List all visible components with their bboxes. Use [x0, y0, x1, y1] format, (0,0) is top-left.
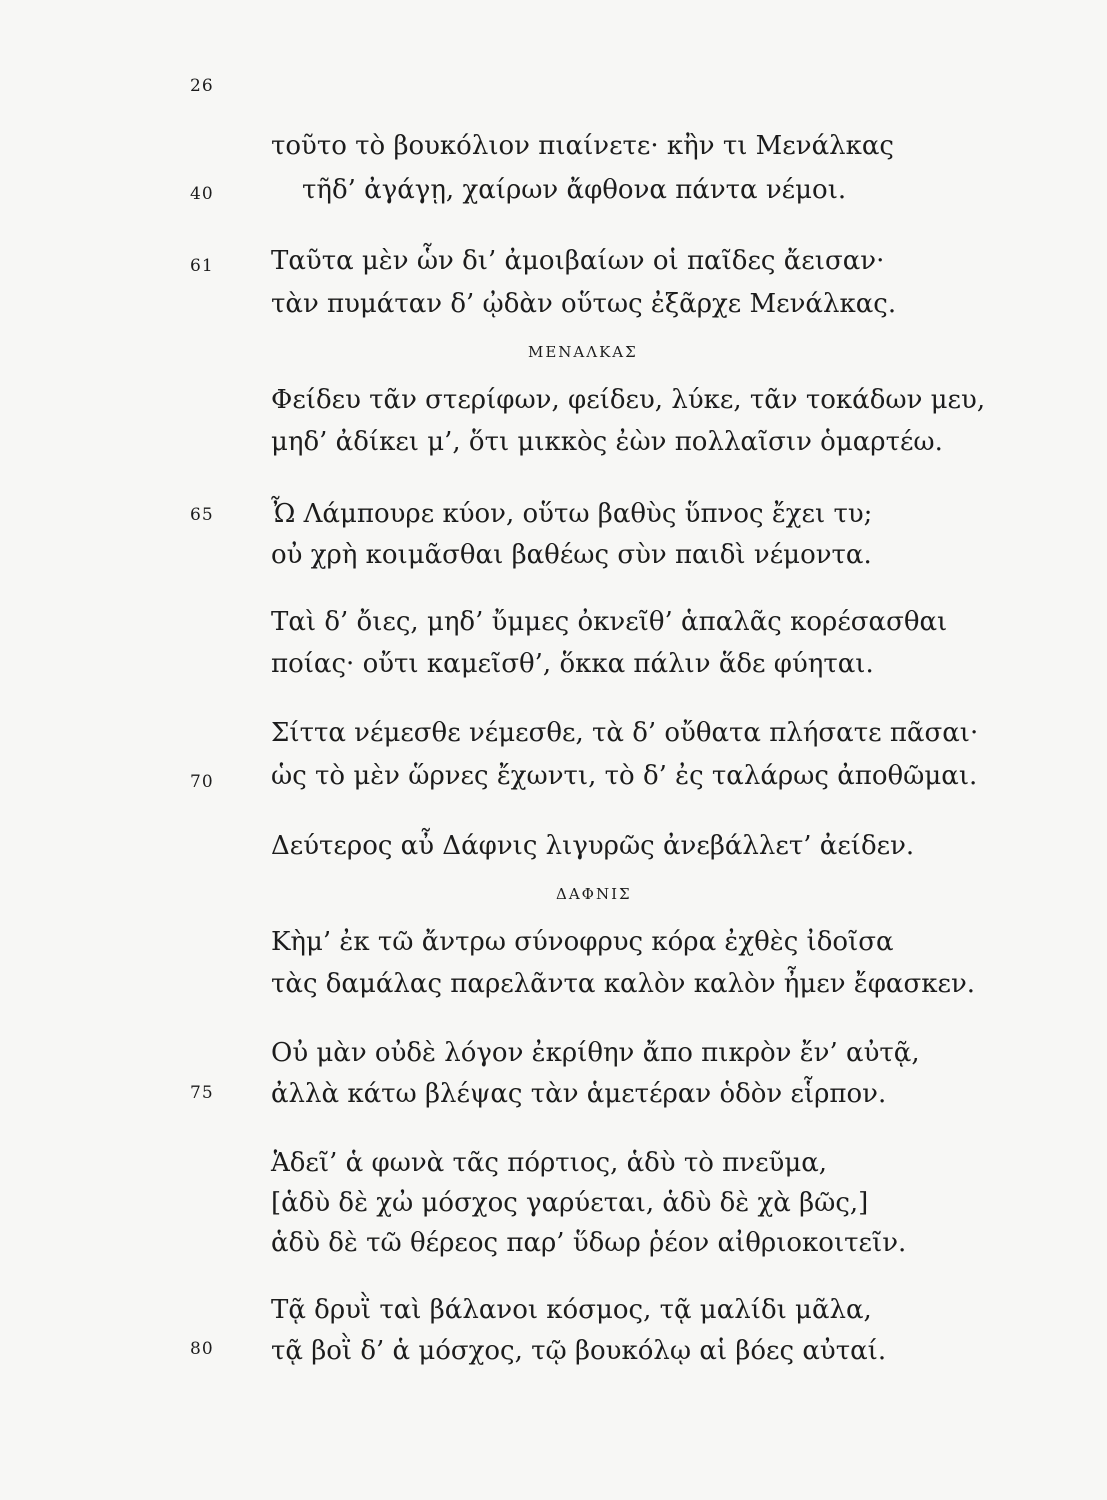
verse-line: Τᾷ δρυῒ ταὶ βάλανοι κόσμος, τᾷ μαλίδι μᾶλα, — [271, 1295, 872, 1325]
verse-line: Ταῦτα μὲν ὧν δι’ ἀμοιβαίων οἱ παῖδες ἄεισαν· — [271, 246, 885, 276]
verse-line: Κὴμ’ ἐκ τῶ ἄντρω σύνοφρυς κόρα ἐχθὲς ἰδοῖσα — [271, 927, 894, 957]
verse-line: Δεύτερος αὖ Δάφνις λιγυρῶς ἀνεβάλλετ’ ἀείδεν. — [271, 831, 915, 861]
verse-line: τᾷ βοῒ δ’ ἁ μόσχος, τῷ βουκόλῳ αἱ βόες αὐταί. — [271, 1336, 887, 1366]
verse-line: ὡς τὸ μὲν ὥρνες ἔχωντι, τὸ δ’ ἐς ταλάρως ἀποθῶμαι. — [271, 761, 978, 791]
speaker-heading: ΔΑΦΝΙΣ — [556, 885, 632, 903]
verse-line: Ἁδεῖ’ ἁ φωνὰ τᾶς πόρτιος, ἁδὺ τὸ πνεῦμα, — [271, 1148, 828, 1178]
verse-line: τοῦτο τὸ βουκόλιον πιαίνετε· κἢν τι Μενάλκας — [271, 131, 894, 161]
line-number: 61 — [190, 256, 214, 276]
verse-line: μηδ’ ἀδίκει μ’, ὅτι μικκὸς ἐὼν πολλαῖσιν ὁμαρτέω. — [271, 427, 943, 457]
verse-line: ποίας· οὔτι καμεῖσθ’, ὅκκα πάλιν ἅδε φύηται. — [271, 649, 874, 679]
line-number: 75 — [190, 1083, 214, 1103]
verse-line: [ἁδὺ δὲ χὠ μόσχος γαρύεται, ἁδὺ δὲ χὰ βῶς,] — [271, 1188, 869, 1218]
speaker-heading: ΜΕΝΑΛΚΑΣ — [528, 343, 638, 361]
verse-line: Σίττα νέμεσθε νέμεσθε, τὰ δ’ οὔθατα πλήσατε πᾶσαι· — [271, 718, 979, 748]
verse-line: τῆδ’ ἀγάγῃ, χαίρων ἄφθονα πάντα νέμοι. — [302, 175, 847, 205]
verse-line: ἁδὺ δὲ τῶ θέρεος παρ’ ὕδωρ ῥέον αἰθριοκοιτεῖν. — [271, 1228, 907, 1258]
verse-line: τὰν πυμάταν δ’ ᾠδὰν οὕτως ἐξᾶρχε Μενάλκας. — [271, 289, 897, 319]
verse-line: Ταὶ δ’ ὄιες, μηδ’ ὔμμες ὀκνεῖθ’ ἁπαλᾶς κορέσασθαι — [271, 607, 948, 637]
line-number: 70 — [190, 772, 214, 792]
line-number: 80 — [190, 1339, 214, 1359]
verse-line: Ὦ Λάμπουρε κύον, οὕτω βαθὺς ὕπνος ἔχει τυ; — [271, 499, 873, 529]
verse-line: οὐ χρὴ κοιμᾶσθαι βαθέως σὺν παιδὶ νέμοντα. — [271, 540, 872, 570]
verse-line: τὰς δαμάλας παρελᾶντα καλὸν καλὸν ἦμεν ἔφασκεν. — [271, 969, 976, 999]
verse-line: Οὐ μὰν οὐδὲ λόγον ἐκρίθην ἄπο πικρὸν ἔν’ αὐτᾷ, — [271, 1038, 920, 1068]
line-number: 40 — [190, 184, 214, 204]
verse-line: Φείδευ τᾶν στερίφων, φείδευ, λύκε, τᾶν τοκάδων μευ, — [271, 385, 986, 415]
page-number: 26 — [190, 76, 214, 96]
verse-line: ἀλλὰ κάτω βλέψας τὰν ἁμετέραν ὁδὸν εἷρπον. — [271, 1079, 887, 1109]
line-number: 65 — [190, 505, 214, 525]
